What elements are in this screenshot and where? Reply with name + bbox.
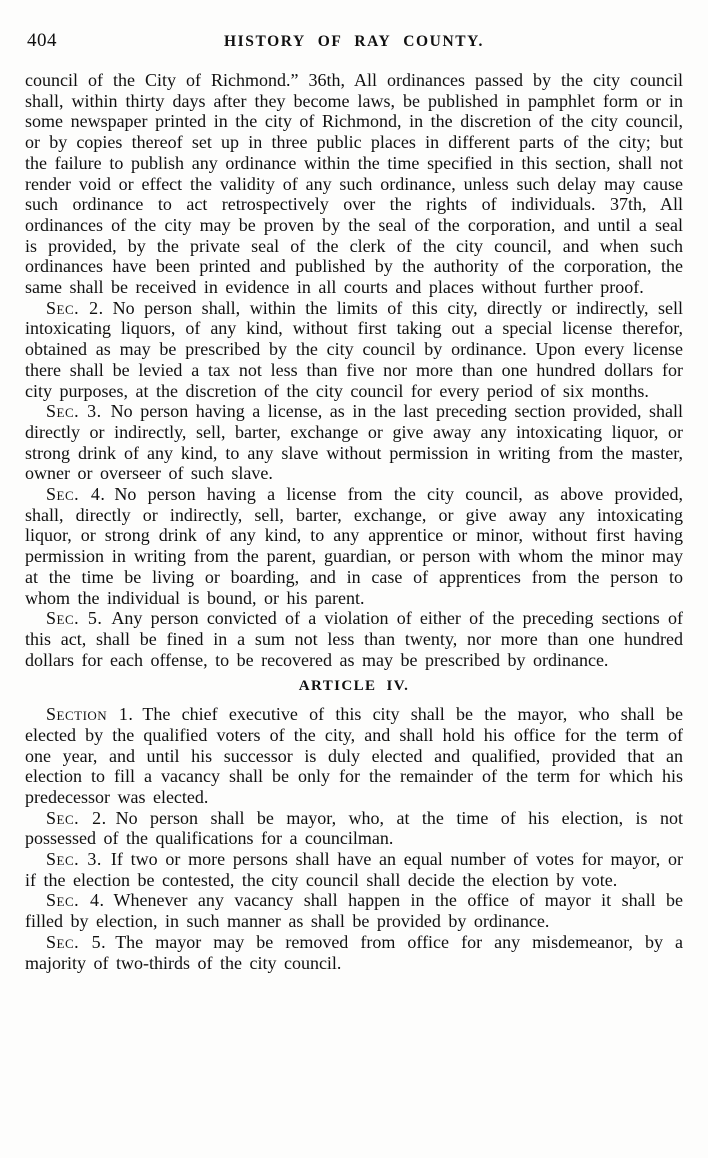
body-paragraph <box>25 298 683 402</box>
body-paragraph <box>25 704 683 808</box>
paragraph-text: council of the City of Richmond.” 36th, All ordinances passed by the city council shall, within thirty days after they become laws, be published in pamphlet form or in some newspaper printed in the city of Richmond, in the discretion of the city council, or by copies thereof set up in three public places in different parts of the city; but the failure to publish any ordinance within the time specified in this section, shall not render void or effect the validity of any such ordinance, unless such delay may cause such ordinance to act retrospectively over the rights of individuals. 37th, All ordinances of the city may be proven by the seal of the corporation, and until a seal is provided, by the private seal of the clerk of the city council, and when such ordinances have been printed and published by the authority of the corporation, the same shall be received in evidence in all courts and places without further proof. <box>25 70 683 298</box>
paragraph-text: Whenever any vacancy shall happen in the office of mayor it shall be filled by election, in such manner as shall be provided by ordinance. <box>25 890 683 932</box>
body-paragraph <box>25 401 683 484</box>
paragraph-text: The chief executive of this city shall be the mayor, who shall be elected by the qualified voters of the city, and shall hold his office for the term of one year, and until his successor is duly elected and qualified, provided that an election to fill a vacancy shall be only for the remainder of the term for which his predecessor was elected. <box>25 704 683 807</box>
page-number: 404 <box>27 30 57 51</box>
paragraph-text: No person having a license, as in the last preceding section provided, shall directly or indirectly, sell, barter, exchange or give away any intoxicating liquor, or strong drink of any kind, to any slave without permission in writing from the master, owner or overseer of such slave. <box>25 401 683 484</box>
section-label: Sec. 4. <box>46 484 106 505</box>
running-head <box>25 30 683 56</box>
paragraph-text: No person shall, within the limits of this city, directly or indirectly, sell intoxicating liquors, of any kind, without first taking out a special license therefor, obtained as may be prescribed by the city council by ordinance. Upon every license there shall be levied a tax not less than five nor more than one hundred dollars for city purposes, at the discretion of the city council for every period of six months. <box>25 297 683 401</box>
section-label: Section 1. <box>46 704 134 725</box>
paragraph-text: If two or more persons shall have an equal number of votes for mayor, or if the election be contested, the city council shall decide the election by vote. <box>25 849 683 890</box>
body-paragraph <box>25 70 683 298</box>
paragraph-text: Any person convicted of a violation of either of the preceding sections of this act, shall be fined in a sum not less than twenty, nor more than one hundred dollars for each offense, to be recovered as may be prescribed by ordinance. <box>25 608 683 670</box>
section-label: Sec. 4. <box>46 890 105 911</box>
section-label: Sec. 5. <box>46 608 103 629</box>
page-body <box>25 70 683 973</box>
body-paragraph <box>25 890 683 931</box>
body-paragraph <box>25 849 683 890</box>
body-paragraph <box>25 484 683 608</box>
section-label: Sec. 3. <box>46 401 102 422</box>
section-label: Sec. 3. <box>46 849 102 870</box>
article-heading: ARTICLE IV. <box>298 678 410 695</box>
running-header-title: HISTORY OF RAY COUNTY. <box>223 33 485 50</box>
body-paragraph <box>25 608 683 670</box>
paragraph-text: The mayor may be removed from office for any misdemeanor, by a majority of two-thirds of the city council. <box>25 931 684 973</box>
body-paragraph <box>25 932 683 973</box>
section-label: Sec. 2. <box>46 807 107 828</box>
section-label: Sec. 2. <box>46 297 104 318</box>
section-label: Sec. 5. <box>46 931 107 952</box>
body-paragraph <box>25 808 683 849</box>
paragraph-text: No person shall be mayor, who, at the time of his election, is not possessed of the qualifications for a councilman. <box>25 807 684 849</box>
paragraph-text: No person having a license from the city council, as above provided, shall, directly or indirectly, sell, barter, exchange, or give away any intoxicating liquor, or strong drink of any kind, to any apprentice or minor, without first having permission in writing from the parent, guardian, or person with whom the minor may at the time be living or boarding, and in case of apprentices from the person to whom the individual is bound, or his parent. <box>25 484 683 608</box>
